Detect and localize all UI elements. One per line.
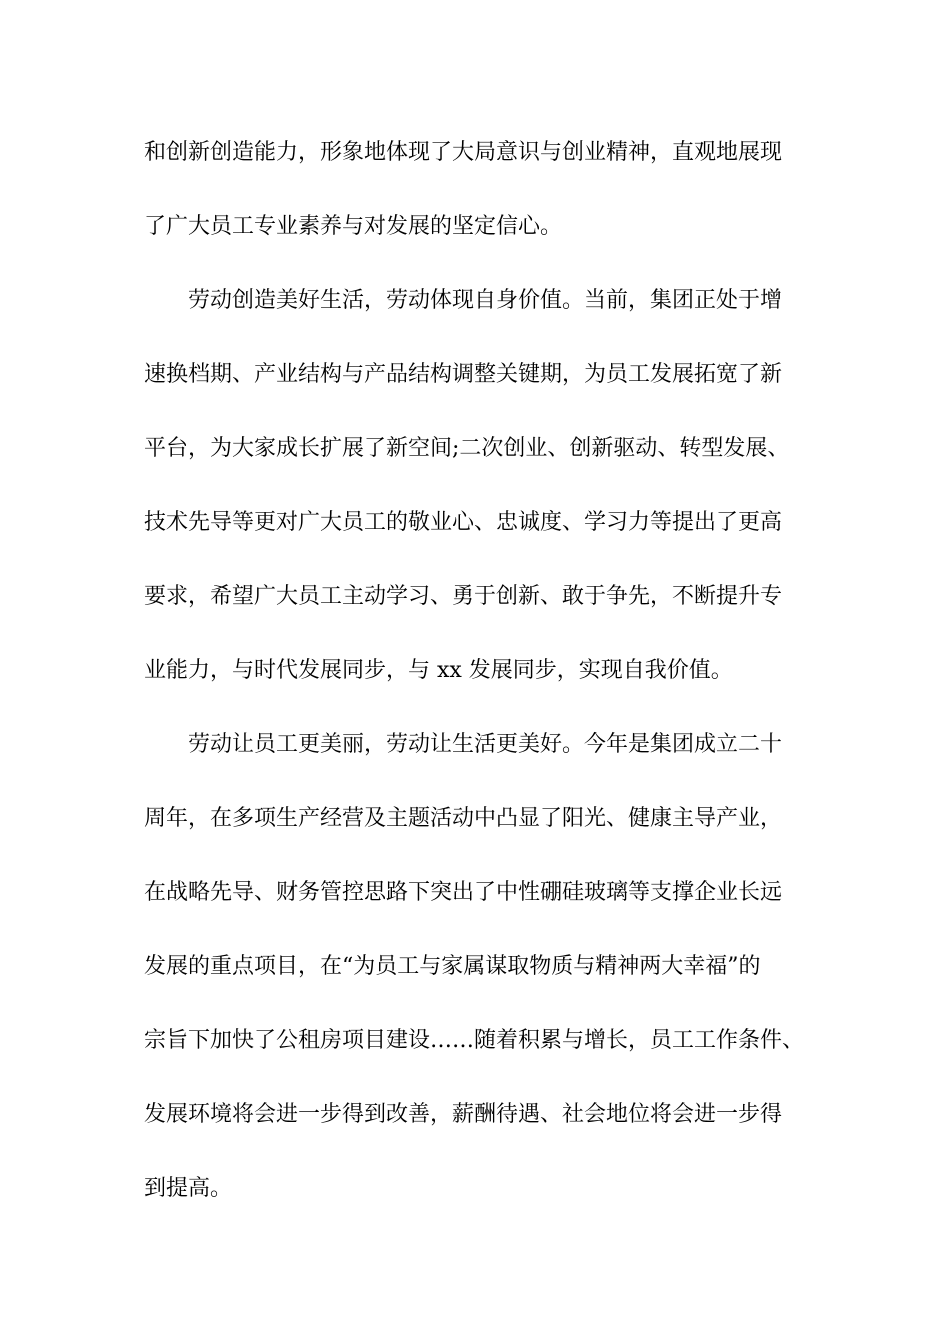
text-line: 了广大员工专业素养与对发展的坚定信心。 (144, 214, 563, 239)
text-line: 在战略先导、财务管控思路下突出了中性硼硅玻璃等支撑企业长远 (144, 880, 783, 905)
text-line: 宗旨下加快了公租房项目建设……随着积累与增长，员工工作条件、 (144, 1028, 805, 1053)
paragraph-start-line: 劳动让员工更美丽，劳动让生活更美好。今年是集团成立二十 (188, 732, 783, 757)
text-line: 技术先导等更对广大员工的敬业心、忠诚度、学习力等提出了更高 (144, 510, 783, 535)
text-line: 发展的重点项目，在“为员工与家属谋取物质与精神两大幸福”的 (144, 954, 761, 979)
text-line: 要求，希望广大员工主动学习、勇于创新、敢于争先，不断提升专 (144, 584, 783, 609)
paragraph-start-line: 劳动创造美好生活，劳动体现自身价值。当前，集团正处于增 (188, 288, 783, 313)
document-body (144, 126, 824, 1236)
text-line: 业能力，与时代发展同步，与 xx 发展同步，实现自我价值。 (144, 658, 733, 683)
text-line: 和创新创造能力，形象地体现了大局意识与创业精神，直观地展现 (144, 140, 783, 165)
text-line: 发展环境将会进一步得到改善，薪酬待遇、社会地位将会进一步得 (144, 1102, 783, 1127)
text-line: 周年，在多项生产经营及主题活动中凸显了阳光、健康主导产业， (144, 806, 783, 831)
text-line: 平台，为大家成长扩展了新空间;二次创业、创新驱动、转型发展、 (144, 436, 790, 461)
text-line: 速换档期、产业结构与产品结构调整关键期，为员工发展拓宽了新 (144, 362, 783, 387)
text-line: 到提高。 (144, 1176, 233, 1201)
